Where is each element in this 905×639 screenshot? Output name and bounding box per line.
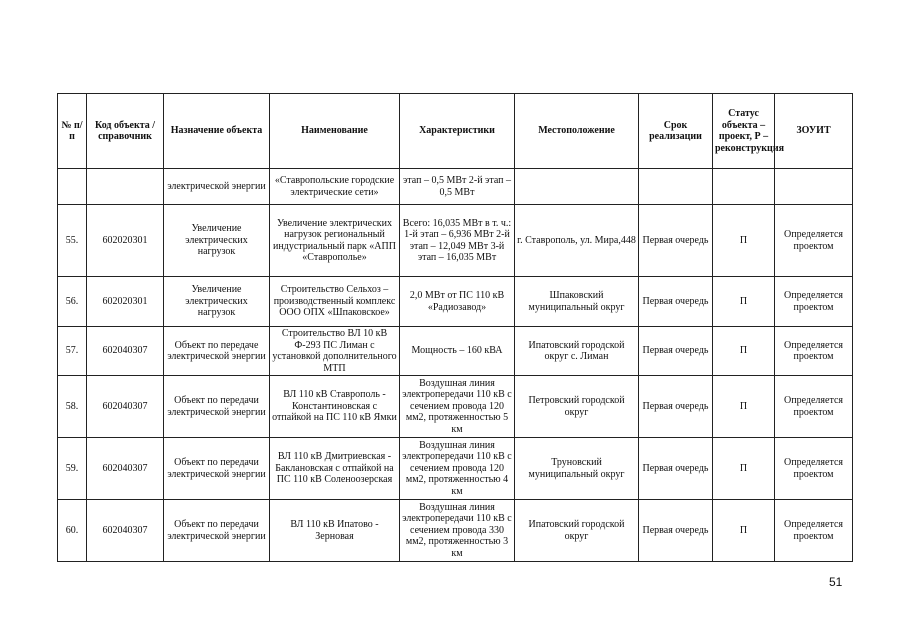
cell-location: Ипатовский городской округ с. Лиман — [515, 327, 639, 376]
cell-num: 57. — [58, 327, 87, 376]
cell-name: ВЛ 110 кВ Ипатово - Зерновая — [270, 500, 400, 562]
table-row — [58, 277, 853, 327]
cell-status: П — [713, 205, 775, 277]
cell-purpose: Объект по передачи электрической энергии — [164, 500, 270, 562]
cell-code: 602020301 — [87, 205, 164, 277]
cell-name: «Ставропольские городские электрические сети» — [270, 169, 400, 205]
col-header-code: Код объекта / справочник — [87, 94, 164, 169]
cell-num: 60. — [58, 500, 87, 562]
table-header-row — [58, 94, 853, 169]
page-number: 51 — [829, 575, 843, 589]
cell-name: ВЛ 110 кВ Ставрополь - Константиновская с отпайкой на ПС 110 кВ Ямки — [270, 376, 400, 438]
cell-code: 602040307 — [87, 376, 164, 438]
table-row — [58, 500, 853, 562]
cell-purpose: Увеличение электрических нагрузок — [164, 277, 270, 327]
cell-code: 602040307 — [87, 500, 164, 562]
table-row — [58, 376, 853, 438]
table-row — [58, 438, 853, 500]
cell-num: 59. — [58, 438, 87, 500]
cell-purpose: Объект по передаче электрической энергии — [164, 327, 270, 376]
cell-name: ВЛ 110 кВ Дмитриевская - Баклановская с отпайкой на ПС 110 кВ Соленоозерская — [270, 438, 400, 500]
cell-term: Первая очередь — [639, 376, 713, 438]
cell-zouit: Определяется проектом — [775, 438, 853, 500]
cell-name: Строительство Сельхоз – производственный комплекс ООО ОПХ «Шпаковское» — [270, 277, 400, 327]
cell-specs: этап – 0,5 МВт 2-й этап – 0,5 МВт — [400, 169, 515, 205]
cell-purpose: Увеличение электрических нагрузок — [164, 205, 270, 277]
cell-zouit — [775, 169, 853, 205]
col-header-status: Статус объекта – проект, Р – реконструкция — [713, 94, 775, 169]
cell-status — [713, 169, 775, 205]
cell-name: Строительство ВЛ 10 кВ Ф-293 ПС Лиман с установкой дополнительного МТП — [270, 327, 400, 376]
cell-code: 602020301 — [87, 277, 164, 327]
table-row — [58, 205, 853, 277]
cell-num: 58. — [58, 376, 87, 438]
cell-location: Труновский муниципальный округ — [515, 438, 639, 500]
cell-code — [87, 169, 164, 205]
cell-status: П — [713, 438, 775, 500]
cell-status: П — [713, 277, 775, 327]
cell-zouit: Определяется проектом — [775, 205, 853, 277]
cell-specs: Всего: 16,035 МВт в т. ч.: 1-й этап – 6,936 МВт 2-й этап – 12,049 МВт 3-й этап – 16,035 МВт — [400, 205, 515, 277]
cell-term: Первая очередь — [639, 500, 713, 562]
cell-zouit: Определяется проектом — [775, 376, 853, 438]
cell-purpose: Объект по передачи электрической энергии — [164, 376, 270, 438]
cell-specs: Мощность – 160 кВА — [400, 327, 515, 376]
table-row — [58, 327, 853, 376]
col-header-specs: Характеристики — [400, 94, 515, 169]
cell-code: 602040307 — [87, 438, 164, 500]
cell-location: Петровский городской округ — [515, 376, 639, 438]
cell-num — [58, 169, 87, 205]
cell-code: 602040307 — [87, 327, 164, 376]
col-header-name: Наименование — [270, 94, 400, 169]
cell-name: Увеличение электрических нагрузок региональный индустриальный парк «АПП «Ставрополье» — [270, 205, 400, 277]
cell-num: 55. — [58, 205, 87, 277]
cell-status: П — [713, 376, 775, 438]
cell-location: г. Ставрополь, ул. Мира,448 — [515, 205, 639, 277]
table-row-continuation — [58, 169, 853, 205]
cell-term: Первая очередь — [639, 327, 713, 376]
cell-num: 56. — [58, 277, 87, 327]
col-header-zouit: ЗОУИТ — [775, 94, 853, 169]
cell-purpose: электрической энергии — [164, 169, 270, 205]
cell-status: П — [713, 500, 775, 562]
cell-term: Первая очередь — [639, 277, 713, 327]
cell-zouit: Определяется проектом — [775, 327, 853, 376]
cell-location: Шпаковский муниципальный округ — [515, 277, 639, 327]
cell-location — [515, 169, 639, 205]
col-header-purpose: Назначение объекта — [164, 94, 270, 169]
cell-zouit: Определяется проектом — [775, 277, 853, 327]
cell-status: П — [713, 327, 775, 376]
cell-specs: Воздушная линия электропередачи 110 кВ с сечением провода 120 мм2, протяженностью 5 км — [400, 376, 515, 438]
cell-specs: 2,0 МВт от ПС 110 кВ «Радиозавод» — [400, 277, 515, 327]
cell-location: Ипатовский городской округ — [515, 500, 639, 562]
col-header-location: Местоположение — [515, 94, 639, 169]
cell-specs: Воздушная линия электропередачи 110 кВ с сечением провода 330 мм2, протяженностью 3 км — [400, 500, 515, 562]
col-header-num: № п/п — [58, 94, 87, 169]
cell-term: Первая очередь — [639, 205, 713, 277]
cell-specs: Воздушная линия электропередачи 110 кВ с сечением провода 120 мм2, протяженностью 4 км — [400, 438, 515, 500]
col-header-term: Срок реализации — [639, 94, 713, 169]
objects-table — [57, 93, 853, 562]
cell-purpose: Объект по передачи электрической энергии — [164, 438, 270, 500]
cell-term — [639, 169, 713, 205]
cell-zouit: Определяется проектом — [775, 500, 853, 562]
cell-term: Первая очередь — [639, 438, 713, 500]
